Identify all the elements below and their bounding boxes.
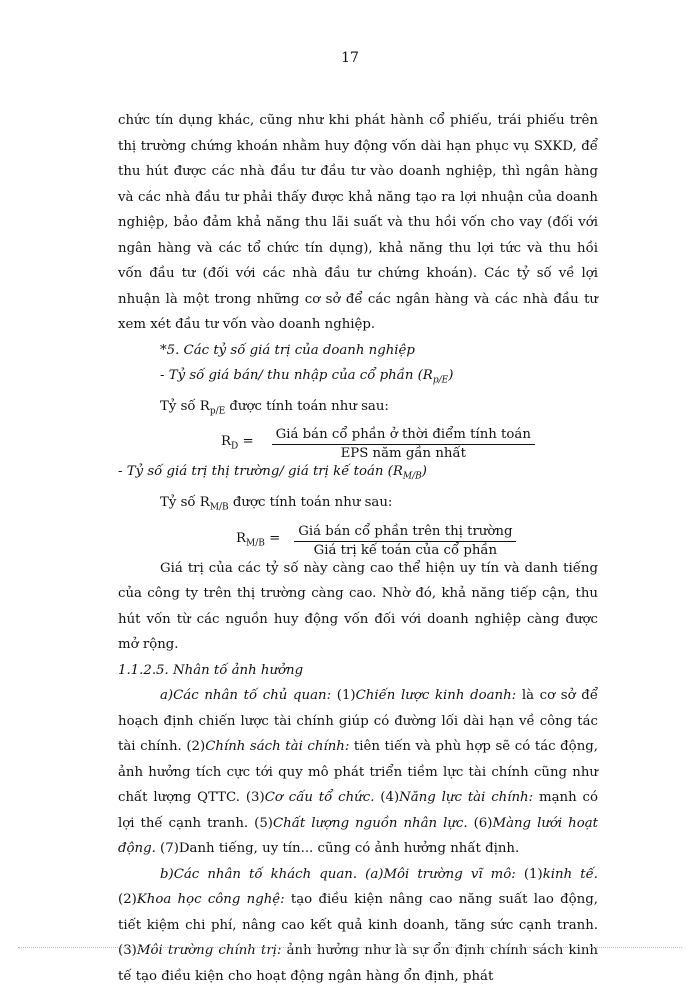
para-a-run: a)Các nhân tố chủ quan: <box>160 688 332 704</box>
para-b-run: (2) <box>118 892 137 908</box>
mb-calc-intro: Tỷ số $R_{M/B}$ được tính toán như sau: <box>160 495 393 514</box>
formula-pe-numerator: Giá bán cổ phần ở thời điểm tính toán <box>272 427 535 445</box>
item-pe-ratio: - Tỷ số giá bán/ thu nhập của cổ phần $(R_{p/E})$ <box>160 368 454 386</box>
para-b-run: ảnh hưởng như là sự ổn định chính sách kinh tế tạo điều kiện cho hoạt động ngân hàng ổn định, phát <box>118 943 598 984</box>
para-a-run: Năng lực tài chính: <box>399 790 534 806</box>
para-a-run: (1) <box>331 688 356 704</box>
para-a-run: (6) <box>467 815 493 831</box>
para-a-run: tiên tiến và phù hợp sẽ có tác động, ảnh hưởng tích cực tới quy mô phát triển tiềm lực tài chính cũng như chất lượng QTTC. (3) <box>118 739 598 806</box>
paragraph-value-meaning: Giá trị của các tỷ số này càng cao thể hiện uy tín và danh tiếng của công ty trên thị trường càng cao. Nhờ đó, khả năng tiếp cận, thu hút vốn từ các nguồn huy động vốn đối với doanh nghiệp càng được mở rộng. <box>118 560 598 653</box>
para-b-run: Môi trường chính trị: <box>136 943 282 959</box>
formula-mb-lhs: $R_{M/B}$ = <box>236 530 281 549</box>
para-b-run: tạo điều kiện nâng cao năng suất lao động, tiết kiệm chi phí, nâng cao kết quả kinh doanh, tăng sức cạnh tranh. (3) <box>118 892 598 959</box>
paragraph-subjective-factors <box>118 683 598 862</box>
para-a-run: mạnh có lợi thế cạnh tranh. (5) <box>118 790 598 831</box>
pe-calc-intro: Tỷ số $R_{p/E}$ được tính toán như sau: <box>160 399 389 417</box>
para-a-run: (7)Danh tiếng, uy tín... cũng có ảnh hưởng nhất định. <box>155 841 520 857</box>
para-b-run: (1) <box>515 866 543 882</box>
formula-mb <box>118 522 598 556</box>
heading-value-ratios: *5. Các tỷ số giá trị của doanh nghiệp <box>160 342 415 358</box>
paragraph-profitability-ratios: chức tín dụng khác, cũng như khi phát hành cổ phiếu, trái phiếu trên thị trường chứng khoán nhằm huy động vốn dài hạn phục vụ SXKD, để thu hút được các nhà đầu tư đầu tư vào doanh nghiệp, thì ngân hàng và các nhà đầu tư phải thấy được khả năng tạo ra lợi nhuận của doanh nghiệp, bảo đảm khả năng thu lãi suất và thu hồi vốn cho vay (đối với ngân hàng và các tổ chức tín dụng), khả năng thu lợi tức và thu hồi vốn đầu tư (đối với các nhà đầu tư chứng khoán). Các tỷ số về lợi nhuận là một trong những cơ sở để các ngân hàng và các nhà đầu tư xem xét đầu tư vốn vào doanh nghiệp. <box>118 113 598 332</box>
formula-mb-denominator: Giá trị kế toán của cổ phần <box>313 542 498 558</box>
formula-mb-numerator: Giá bán cổ phần trên thị trường <box>294 524 516 542</box>
formula-pe-fraction <box>272 427 535 462</box>
para-b-run: Khoa học công nghệ: <box>136 892 285 908</box>
item-mb-ratio: - Tỷ số giá trị thị trường/ giá trị kế toán $(R_{M/B})$ <box>118 464 427 482</box>
heading-influencing-factors: 1.1.2.5. Nhân tố ảnh hưởng <box>118 662 304 678</box>
paragraph-objective-factors <box>118 862 598 989</box>
para-a-run: Chính sách tài chính: <box>205 739 350 755</box>
para-a-run: Chiến lược kinh doanh: <box>355 688 517 704</box>
para-a-run: (4) <box>374 790 400 806</box>
para-a-run: Cơ cấu tổ chức. <box>264 790 375 806</box>
para-a-run: là cơ sở để hoạch định chiến lược tài chính giúp có đường lối dài hạn về công tác tài chính. (2) <box>118 688 598 755</box>
para-b-run: b)Các nhân tố khách quan. (a)Môi trường vĩ mô: <box>160 866 516 882</box>
para-a-run: Màng lưới hoạt động. <box>118 815 599 857</box>
page-number: 17 <box>341 50 359 66</box>
page-bottom-divider <box>18 947 682 948</box>
page-body <box>118 108 598 989</box>
para-b-run: kinh tế. <box>542 866 598 882</box>
formula-mb-fraction <box>294 524 516 559</box>
para-a-run: Chất lượng nguồn nhân lực. <box>272 815 468 831</box>
formula-pe-denominator: EPS năm gần nhất <box>340 446 466 462</box>
formula-pe-lhs: $R_D$ = <box>221 434 254 452</box>
formula-pe <box>118 425 598 462</box>
